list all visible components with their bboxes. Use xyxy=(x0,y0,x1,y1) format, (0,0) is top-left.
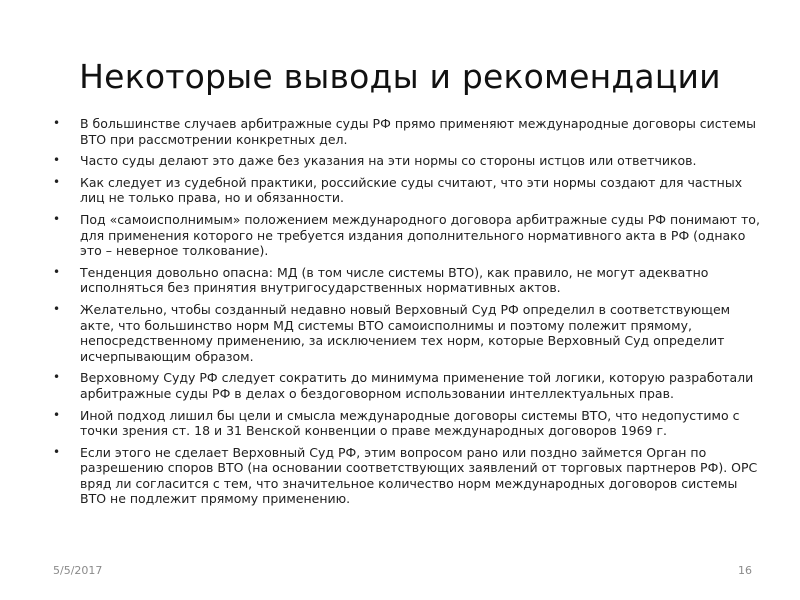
slide-title: Некоторые выводы и рекомендации xyxy=(79,57,721,96)
bullet-marker: • xyxy=(53,153,61,168)
list-item xyxy=(53,302,765,364)
bullet-text: Тенденция довольно опасна: МД (в том числе системы ВТО), как правило, не могут адекватно исполняться без принятия внутригосударственных нормативных актов. xyxy=(80,264,709,296)
bullet-text: Желательно, чтобы созданный недавно новый Верховный Суд РФ определил в соответствующем акте, что большинство норм МД системы ВТО самоисполнимы и поэтому полежит прямому, непосредственному применению, за исключением тех норм, которые Верховный Суд определит исчерпывающим образом. xyxy=(80,301,731,364)
list-item xyxy=(53,153,765,169)
bullet-marker: • xyxy=(53,301,61,316)
bullet-list xyxy=(53,116,765,513)
bullet-marker: • xyxy=(53,407,61,422)
list-item xyxy=(53,116,765,147)
bullet-marker: • xyxy=(53,444,61,459)
list-item xyxy=(53,265,765,296)
bullet-text: В большинстве случаев арбитражные суды РФ прямо применяют международные договоры системы ВТО при рассмотрении конкретных дел. xyxy=(80,116,756,147)
bullet-marker: • xyxy=(53,174,61,189)
list-item xyxy=(53,175,765,206)
footer-date: 5/5/2017 xyxy=(53,564,103,577)
bullet-marker: • xyxy=(53,264,61,279)
bullet-text: Верховному Суду РФ следует сократить до минимума применение той логики, которую разработали арбитражные суды РФ в делах о бездоговорном использовании интеллектуальных прав. xyxy=(80,370,754,401)
bullet-marker: • xyxy=(53,370,61,385)
slide-number: 16 xyxy=(738,564,752,577)
bullet-text: Как следует из судебной практики, российские суды считают, что эти нормы создают для частных лиц не только права, но и обязанности. xyxy=(80,174,743,206)
list-item xyxy=(53,445,765,507)
bullet-text: Под «самоисполнимым» положением международного договора арбитражные суды РФ понимают то, для применения которого не требуется издания дополнительного нормативного акта в РФ (однако это – неверное толкование). xyxy=(80,211,760,259)
bullet-marker: • xyxy=(53,116,61,130)
list-item xyxy=(53,212,765,259)
bullet-marker: • xyxy=(53,211,61,226)
bullet-text: Иной подход лишил бы цели и смысла международные договоры системы ВТО, что недопустимо с точки зрения ст. 18 и 31 Венской конвенции о праве международных договоров 1969 г. xyxy=(80,407,740,439)
bullet-text: Если этого не сделает Верховный Суд РФ, этим вопросом рано или поздно займется Орган по разрешению споров ВТО (на основании соответствующих заявлений от торговых партнеров РФ). ОРС вряд ли согласится с тем, что значительное количество норм международных договоров системы ВТО не подлежит прямому применению. xyxy=(80,444,758,507)
bullet-text: Часто суды делают это даже без указания на эти нормы со стороны истцов или ответчиков. xyxy=(80,153,697,169)
list-item xyxy=(53,408,765,439)
list-item xyxy=(53,370,765,401)
